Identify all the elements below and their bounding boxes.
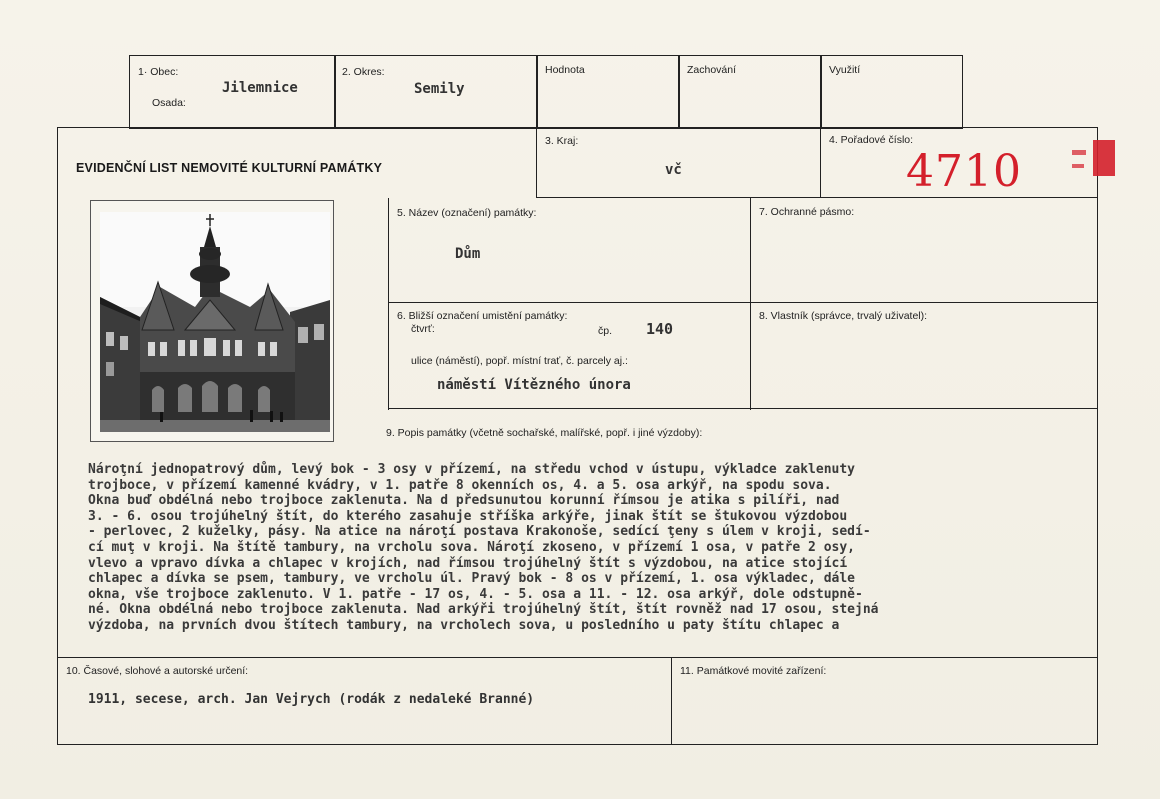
description-line: - perlovec, 2 kuželky, pásy. Na atice na nároţí postava Krakonoše, sedící ţeny s úlem v kroji, sedí-	[88, 524, 871, 540]
pasmo-label: 7. Ochranné pásmo:	[759, 206, 855, 218]
description-line: Okna buď obdélná nebo trojboce zaklenuta. Na d předsunutou korunní římsou je atika s pilíři, nad	[88, 493, 840, 509]
stamp-mark-left-2	[1072, 164, 1084, 168]
description-line: Nároţní jednopatrový dům, levý bok - 3 osy v přízemí, na středu vchod v ústupu, výkladce zaklenuty	[88, 462, 856, 477]
stamp-mark	[1093, 140, 1115, 176]
urceni-value: 1911, secese, arch. Jan Vejrych (rodák z nedaleké Branné)	[88, 692, 535, 707]
cp-label: čp.	[598, 325, 613, 337]
description-line: cí muţ v kroji. Na štítě tambury, na vrcholu sova. Nároţí zkoseno, v přízemí 1 osa, v patře 2 osy,	[88, 539, 856, 555]
vyuziti-label: Využití	[829, 64, 861, 76]
kraj-value: vč	[665, 162, 682, 178]
obec-label: 1· Obec:	[138, 66, 179, 78]
bottom-row-divider	[671, 657, 672, 745]
urceni-label: 10. Časové, slohové a autorské určení:	[66, 665, 249, 677]
description-text	[88, 462, 1108, 634]
description-line: okna, vše trojboce zaklenuto. V 1. patře - 17 os, 4. - 5. osa a 11. - 12. osa arkýř, dole odstupně-	[88, 586, 863, 602]
kraj-left-line	[536, 127, 537, 198]
nazev-label: 5. Název (označení) památky:	[397, 207, 537, 219]
bottom-row-top-line	[57, 657, 1098, 658]
description-line: chlapec a dívka se psem, tambury, ve vrcholu úl. Pravý bok - 8 os v přízemí, 1. osa výkladec, dále	[88, 571, 856, 587]
umisteni-label: 6. Bližší označení umistění památky:	[397, 310, 568, 322]
ulice-value: náměstí Vítězného února	[437, 377, 631, 393]
osada-label: Osada:	[152, 97, 186, 109]
description-line: 3. - 6. osou trojúhelný štít, do kterého zasahuje stříška arkýře, jinak štít se štukovou výzdobou	[88, 508, 848, 524]
zarizeni-label: 11. Památkové movité zařízení:	[680, 665, 827, 677]
stamp-mark-left	[1072, 150, 1086, 155]
poradove-value: 4710	[906, 146, 1022, 197]
description-line: né. Okna obdélná nebo trojboce zaklenuta. Nad arkýři trojúhelný štít, štít rovněž nad 17 osou, stejná	[88, 602, 879, 618]
fields-left-line	[388, 198, 389, 410]
ulice-label: ulice (náměstí), popř. místní trať, č. parcely aj.:	[411, 355, 628, 367]
fields-mid-h-line	[388, 302, 1098, 303]
cp-value: 140	[646, 320, 674, 338]
kraj-label: 3. Kraj:	[545, 135, 579, 147]
zachovani-label: Zachování	[687, 64, 737, 76]
header-bottom-line	[536, 197, 1098, 198]
ctvrt-label: čtvrť:	[411, 323, 435, 335]
description-line: vlevo a vpravo dívka a chlapec v krojích, nad římsou trojúhelný štít s výzdobou, na atice stojící	[88, 555, 848, 571]
vlastnik-label: 8. Vlastník (správce, trvalý uživatel):	[759, 310, 928, 322]
fields-bottom-line	[388, 408, 1098, 409]
poradove-label: 4. Pořadové číslo:	[829, 134, 914, 146]
kraj-right-line	[820, 127, 821, 198]
description-line: trojboce, v přízemí kamenné kvádry, v 1. patře 8 okenních os, 4. a 5. osa arkýř, na spodu sova.	[88, 477, 832, 493]
okres-value: Semily	[414, 81, 465, 97]
obec-value: Jilemnice	[222, 80, 298, 96]
hodnota-label: Hodnota	[545, 64, 585, 76]
nazev-value: Dům	[455, 246, 481, 262]
popis-label: 9. Popis památky (včetně sochařské, malířské, popř. i jiné výzdoby):	[386, 427, 703, 439]
fields-mid-line	[750, 198, 751, 410]
okres-label: 2. Okres:	[342, 66, 385, 78]
building-photo	[100, 212, 330, 432]
description-line: výzdoba, na prvních dvou štítech tambury, na vrcholech sova, u posledního u paty štítu chlapec a	[88, 617, 840, 633]
page-title: EVIDENČNÍ LIST NEMOVITÉ KULTURNÍ PAMÁTKY	[76, 161, 383, 175]
